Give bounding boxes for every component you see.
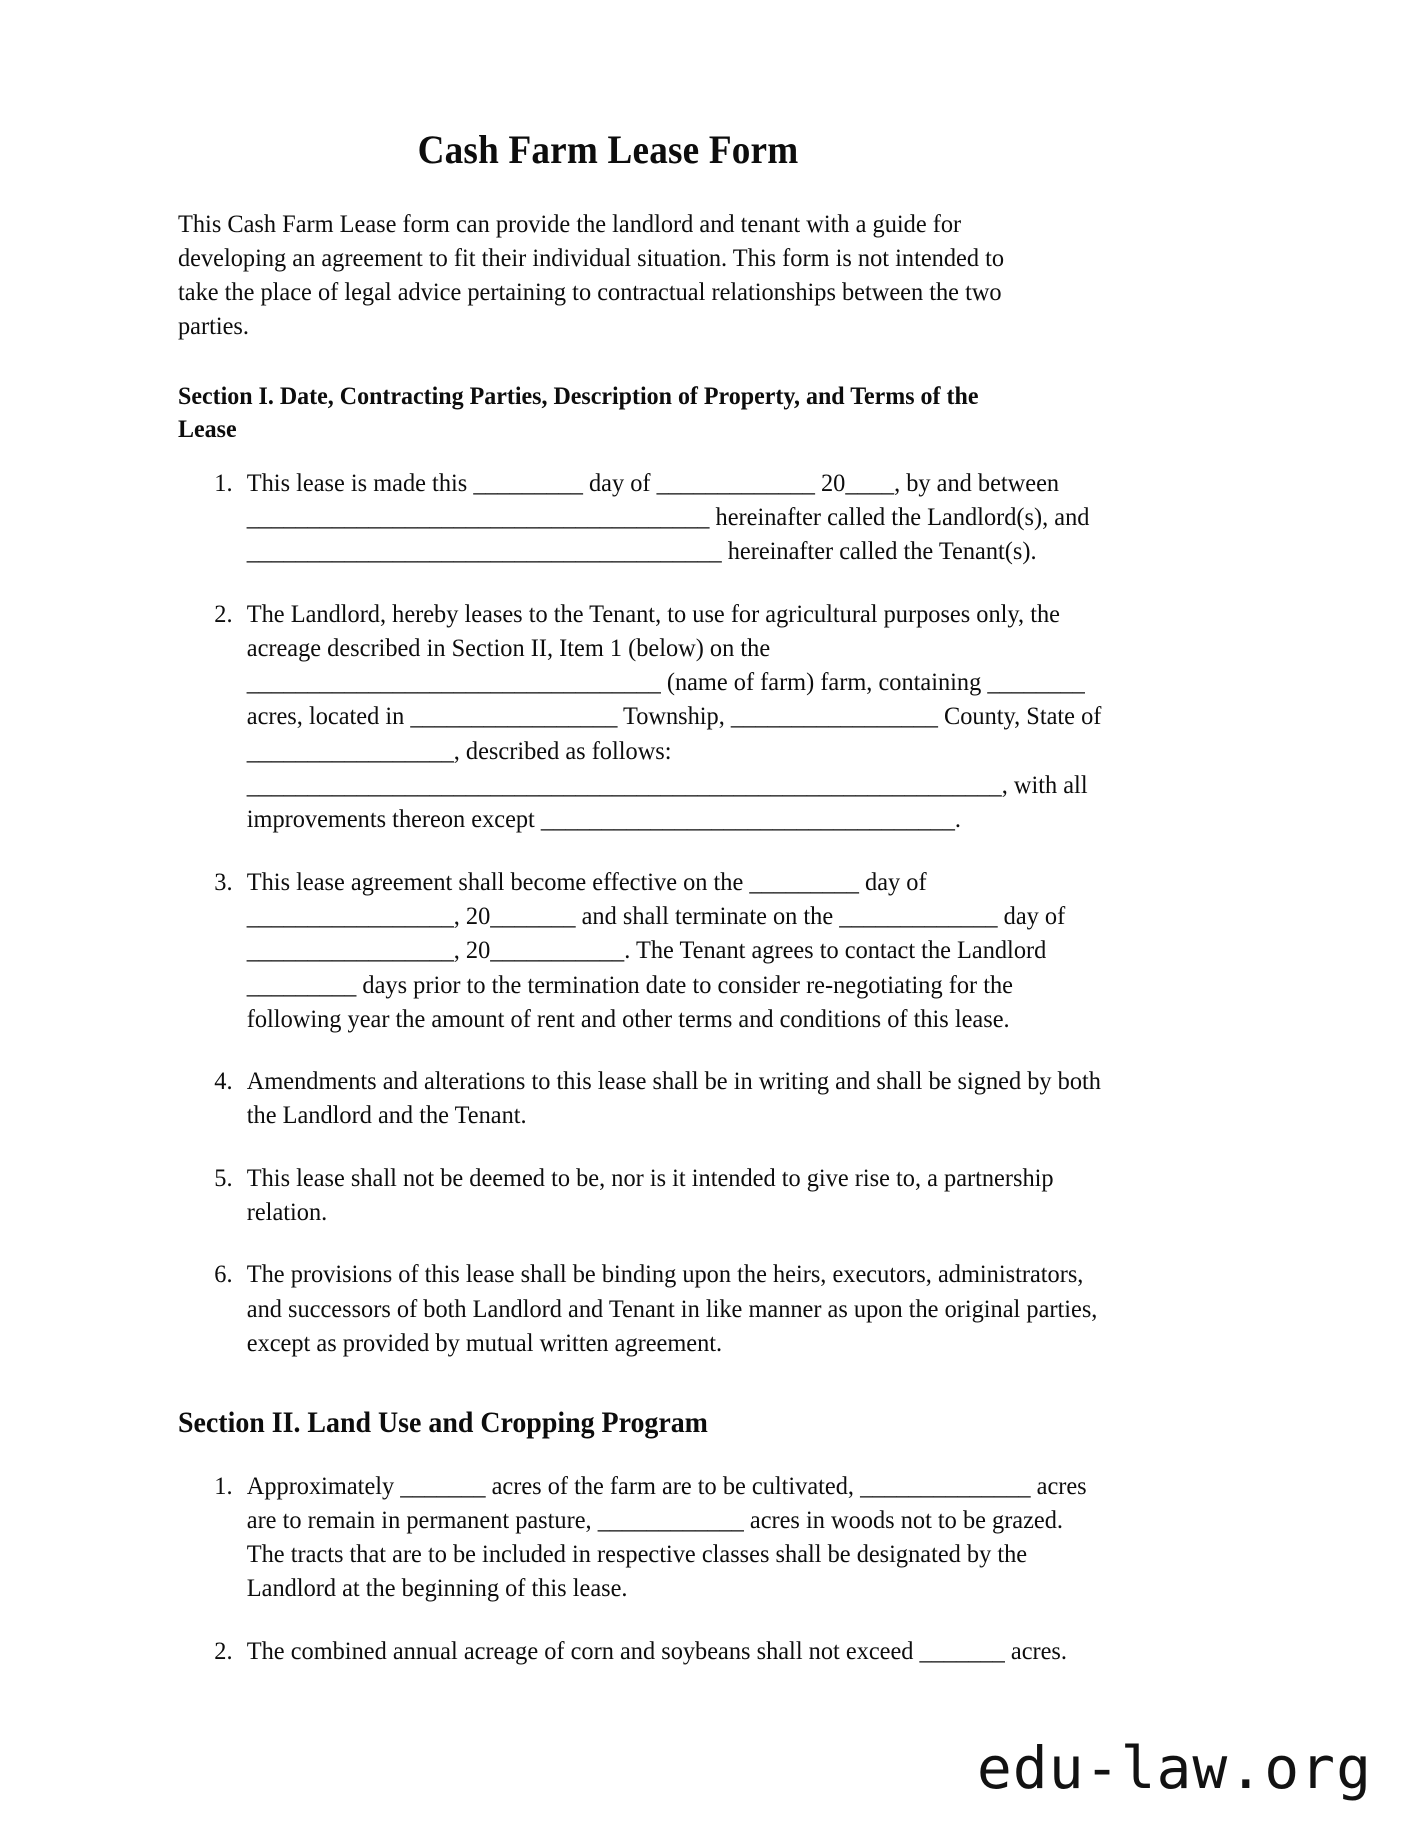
- list-item-number: 5.: [214, 1162, 233, 1192]
- list-item: [178, 1469, 1106, 1606]
- list-item-text: This lease shall not be deemed to be, nor is it intended to give rise to, a partnership relation.: [246, 1162, 1054, 1227]
- list-item: [178, 1161, 1106, 1230]
- section-2-item-list: [178, 1469, 1087, 1668]
- list-item-text: This lease agreement shall become effective on the _________ day of _________________, 20_______ and shall terminate on the _____________ day of _________________, 20___________. The Tenant agrees to contact the Landlord _________ days prior to the termination date to consider re-negotiating for the following year the amount of rent and other terms and conditions of this lease.: [246, 866, 1066, 1033]
- list-item: [178, 597, 1106, 837]
- list-item-number: 1.: [214, 1470, 233, 1500]
- list-item-number: 2.: [214, 1635, 233, 1665]
- intro-paragraph: This Cash Farm Lease form can provide the landlord and tenant with a guide for developing an agreement to fit their individual situation. This form is not intended to take the place of legal advice pertaining to contractual relationships between the two parties.: [178, 208, 1005, 340]
- list-item: [178, 865, 1106, 1036]
- list-item-text: The combined annual acreage of corn and soybeans shall not exceed _______ acres.: [246, 1635, 1067, 1665]
- section-heading-1: Section I. Date, Contracting Parties, Description of Property, and Terms of the Lease: [178, 381, 979, 444]
- list-item: [178, 466, 1106, 569]
- list-item-number: 3.: [214, 866, 233, 896]
- list-item: [178, 1634, 1106, 1668]
- list-item: [178, 1257, 1106, 1360]
- list-item-text: Amendments and alterations to this lease shall be in writing and shall be signed by both the Landlord and the Tenant.: [246, 1066, 1101, 1130]
- list-item-number: 6.: [214, 1259, 233, 1289]
- list-item: [178, 1064, 1106, 1133]
- section-heading-2: Section II. Land Use and Cropping Program: [178, 1406, 708, 1440]
- list-item-text: The provisions of this lease shall be binding upon the heirs, executors, administrators, and successors of both Landlord and Tenant in like manner as upon the original parties, except as provided by mutual written agreement.: [246, 1259, 1098, 1357]
- list-item-number: 1.: [214, 467, 233, 497]
- list-item-text: Approximately _______ acres of the farm are to be cultivated, ______________ acres are to remain in permanent pasture, ____________ acres in woods not to be grazed. The tracts that are to be included in respective classes shall be designated by the Landlord at the beginning of this lease.: [246, 1470, 1087, 1603]
- list-item-text: This lease is made this _________ day of _____________ 20____, by and between ______________________________________ hereinafter called the Landlord(s), and _______________________________________ hereinafter called the Tenant(s).: [246, 467, 1090, 566]
- section-1-item-list: [178, 466, 1102, 1361]
- list-item-text: The Landlord, hereby leases to the Tenant, to use for agricultural purposes only, the acreage described in Section II, Item 1 (below) on the __________________________________ (name of farm) farm, containing ________ acres, located in _________________ Township, _________________ County, State of _________________, described as follows: ______________________________________________________________, with all improvements thereon except __________________________________.: [246, 598, 1102, 834]
- list-item-number: 4.: [214, 1066, 233, 1096]
- watermark: edu-law.org: [976, 1734, 1372, 1802]
- document-content: [178, 127, 1102, 1668]
- page-title: Cash Farm Lease Form: [417, 127, 799, 172]
- list-item-number: 2.: [214, 598, 233, 628]
